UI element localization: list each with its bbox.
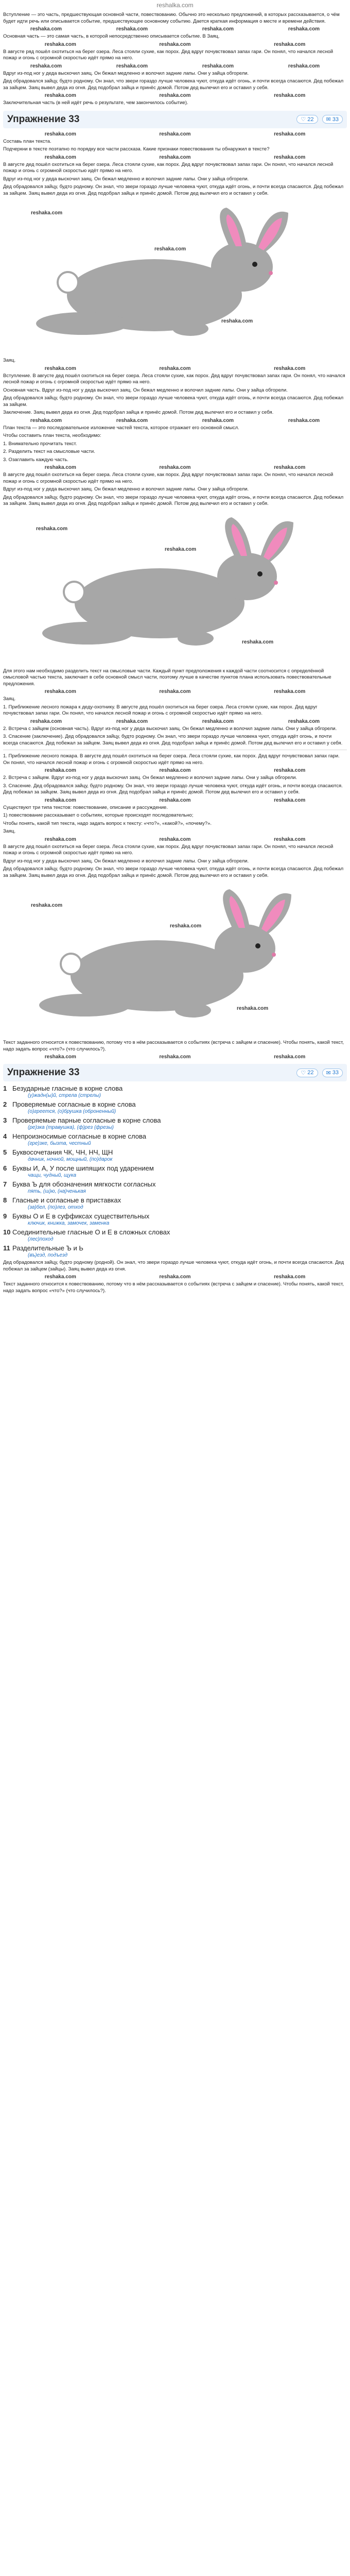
paragraph: Заключение. Заяц вывел деда из огня. Дед подобрал зайца и принёс домой. Потом дед вылечил его и оставил у себя. bbox=[3, 410, 274, 415]
list-item bbox=[3, 1132, 347, 1146]
exercise-header bbox=[3, 111, 347, 128]
paragraph: 3. Спасение. Дед обрадовался зайцу, будто родному. Он знал, что звери гораздо лучше человека чуют, откуда идёт огонь, и почти всегда спасаются. Дед побежал за зайцем. Заяц вывел деда из огня. Дед подобрал зайца и принёс домой. Потом дед вылечил его и оставил у себя. bbox=[3, 783, 343, 795]
orthogram-label: Безударные гласные в корне слова bbox=[12, 1084, 123, 1092]
orthogram-number: 10 bbox=[3, 1228, 11, 1236]
comment-icon: ✉ bbox=[326, 1070, 331, 1076]
watermark: reshaka.com bbox=[288, 63, 320, 69]
watermark: reshaka.com bbox=[159, 93, 191, 98]
watermark: reshaka.com bbox=[274, 365, 306, 371]
site-header[interactable]: reshalka.com bbox=[156, 2, 194, 9]
paragraph: В августе ряд пошёл охотиться на берег озера. Леса стояли сухие, как порох. Дед вдруг почувствовал запах гари. Он понял, что начался лесной пожар и огонь с огромной скоростью идёт прямо на него. bbox=[3, 48, 334, 61]
watermark: reshaka.com bbox=[44, 689, 76, 694]
orthogram-title bbox=[3, 1244, 347, 1252]
list-item bbox=[3, 1164, 347, 1178]
watermark: reshaka.com bbox=[44, 465, 76, 470]
watermark: reshaka.com bbox=[159, 689, 191, 694]
watermark-row bbox=[3, 768, 347, 773]
list-item bbox=[3, 1196, 347, 1210]
orthogram-title bbox=[3, 1212, 347, 1220]
paragraph: Заключительная часть (в ней идёт речь о результате, чем закончилось событие). bbox=[3, 100, 188, 106]
watermark-row bbox=[3, 1054, 347, 1060]
paragraph: Текст заданного относится к повествованию, потому что в нём рассказывается о событиях (встреча с зайцем и спасение). Чтобы понять, какой текст, надо задать вопрос «что?» (что случилось?). bbox=[3, 1040, 344, 1052]
orthogram-words: (о)греется, (о)брушка (оброненный) bbox=[28, 1109, 116, 1114]
paragraph: 1. Приближение лесного пожара. В августе дед пошёл охотиться на берег озера. Леса стояли сухие, как порох. Дед вдруг почувствовал запах гари. Он понял, что начался лесной пожар и огонь с огромной скоростью идёт прямо на него. bbox=[3, 753, 340, 766]
paragraph: Составь план текста. bbox=[3, 138, 51, 144]
watermark: reshaka.com bbox=[44, 1054, 76, 1060]
orthogram-label: Буквы О и Е в суффиксах существительных bbox=[12, 1212, 150, 1220]
orthogram-number: 2 bbox=[3, 1100, 7, 1108]
orthogram-title bbox=[3, 1148, 347, 1156]
like-count: 22 bbox=[307, 116, 314, 123]
list-item bbox=[3, 1148, 347, 1162]
orthogram-words: пять, (ш)ю, (на)ченькая bbox=[28, 1189, 86, 1194]
watermark-row bbox=[3, 42, 347, 47]
paragraph: Чтобы составить план текста, необходимо: bbox=[3, 433, 101, 438]
watermark: reshaka.com bbox=[242, 639, 274, 645]
rabbit-illustration bbox=[0, 882, 350, 1037]
watermark: reshaka.com bbox=[30, 63, 62, 69]
orthogram-label: Буквы И, А, У после шипящих под ударением bbox=[12, 1164, 154, 1172]
rabbit-icon bbox=[21, 887, 329, 1031]
orthogram-words: ключик, книжка, замочек, заменка bbox=[28, 1221, 110, 1226]
paragraph: Дед обрадовался зайцу, будто родному. Он знал, что звери гораздо лучше человека чуют, откуда идёт огонь, и почти всегда спасаются. Дед побежал за зайцем. Заяц вывел деда из огня. Дед подобрал зайца и принёс домой. Потом дед вылечил его и оставил у себя. bbox=[3, 78, 344, 91]
orthogram-label: Проверяемые согласные в корне слова bbox=[12, 1100, 136, 1108]
watermark: reshaka.com bbox=[36, 526, 68, 532]
exercise-title: Упражнение 33 bbox=[7, 113, 80, 125]
orthogram-title bbox=[3, 1196, 347, 1204]
orthogram-number: 1 bbox=[3, 1084, 7, 1092]
paragraph: Вступление — это часть, предшествующая основной части, повествованию. Обычно это несколько предложений, в которых рассказывается, о чём будет идти речь или описывается событие, предшествующее основному событию. Дается краткая информация о месте и времени действия. bbox=[3, 12, 340, 24]
orthogram-number: 6 bbox=[3, 1164, 7, 1172]
watermark: reshaka.com bbox=[288, 26, 320, 32]
list-item bbox=[3, 1212, 347, 1226]
paragraph: 1) повествование рассказывает о событиях, которые происходят последовательно; bbox=[3, 812, 194, 818]
paragraph: Основная часть. Вдруг из-под ног у деда выскочил заяц. Он бежал медленно и волочил задние лапы. Они у зайца обгорели. bbox=[3, 387, 288, 393]
like-count: 22 bbox=[307, 1070, 314, 1076]
watermark: reshaka.com bbox=[116, 718, 148, 724]
paragraph: В августе дед пошёл охотиться на берег озера. Леса стояли сухие, как порох. Дед вдруг почувствовал запах гари. Он понял, что начался лесной пожар и огонь с огромной скоростью идёт прямо на него. bbox=[3, 161, 334, 174]
orthogram-title bbox=[3, 1164, 347, 1172]
watermark-row bbox=[3, 719, 347, 724]
orthogram-label: Непроизносимые согласные в корне слова bbox=[12, 1132, 146, 1140]
watermark: reshaka.com bbox=[44, 365, 76, 371]
paragraph: Подчеркни в тексте поэтапно по порядку все части рассказа. Какие признаки повествования ты обнаружил в тексте? bbox=[3, 146, 270, 152]
watermark: reshaka.com bbox=[202, 26, 234, 32]
orthogram-label: Соединительные гласные О и Е в сложных словах bbox=[12, 1228, 170, 1236]
paragraph: 3. Озаглавить каждую часть. bbox=[3, 456, 68, 463]
watermark: reshaka.com bbox=[116, 63, 148, 69]
paragraph: 1. Внимательно прочитать текст. bbox=[3, 440, 77, 447]
orthogram-title bbox=[3, 1084, 347, 1092]
heart-icon: ♡ bbox=[301, 1070, 306, 1076]
watermark: reshaka.com bbox=[202, 718, 234, 724]
orthogram-words: (лес)поход bbox=[28, 1236, 54, 1242]
watermark-row bbox=[3, 689, 347, 694]
paragraph: Дед обрадовался зайцу, будто родному. Он знал, что звери гораздо лучше человека чуют, откуда идёт огонь, и почти всегда спасаются. Дед побежал за зайцем. bbox=[3, 395, 344, 408]
watermark-row bbox=[3, 798, 347, 803]
watermark: reshaka.com bbox=[274, 93, 306, 98]
watermark: reshaka.com bbox=[274, 1054, 306, 1060]
watermark: reshaka.com bbox=[288, 417, 320, 423]
exercise-tools bbox=[296, 115, 343, 124]
orthogram-number: 7 bbox=[3, 1180, 7, 1188]
orthogram-label: Разделительные Ъ и Ь bbox=[12, 1244, 83, 1252]
watermark: reshaka.com bbox=[44, 1274, 76, 1280]
paragraph: 1. Приближение лесного пожара к деду-охотнику. В августе дед пошёл охотиться на берег озера. Леса стояли сухие, как порох. Дед вдруг почувствовал запах гари. Он понял, что начался лесной пожар и огонь с огромной скоростью идёт прямо на него. bbox=[3, 704, 318, 716]
watermark: reshaka.com bbox=[159, 1274, 191, 1280]
watermark: reshaka.com bbox=[44, 131, 76, 137]
orthogram-title bbox=[3, 1180, 347, 1188]
watermark: reshaka.com bbox=[202, 63, 234, 69]
orthogram-title bbox=[3, 1100, 347, 1108]
plan-section bbox=[0, 668, 350, 879]
paragraph: Дед обрадовался зайцу, будто родному (родной). Он знал, что звери гораздо лучше человека чуют, откуда идёт огонь, и почти всегда спасаются. Дед побежал за зайцем (зайцы). Заяц вывел деда из огня. bbox=[3, 1260, 344, 1272]
list-item bbox=[3, 1116, 347, 1130]
paragraph: Дед обрадовался зайцу, будто родному. Он знал, что звери гораздо лучше человека чуют, откуда идёт огонь, и почти всегда спасаются. Дед побежал за зайцем. Заяц вывел деда из огня. Дед подобрал зайца и принёс домой. Потом дед вылечил его и оставил у себя. bbox=[3, 494, 344, 506]
lower-section bbox=[0, 358, 350, 507]
comment-button[interactable] bbox=[322, 1069, 343, 1077]
watermark: reshaka.com bbox=[274, 1274, 306, 1280]
orthogram-words: (въ)езд, подъезд bbox=[28, 1252, 68, 1258]
watermark: reshaka.com bbox=[44, 154, 76, 160]
watermark: reshaka.com bbox=[237, 1006, 269, 1011]
orthogram-number: 3 bbox=[3, 1116, 7, 1124]
orthogram-title bbox=[3, 1228, 347, 1236]
watermark: reshaka.com bbox=[159, 131, 191, 137]
watermark-row bbox=[3, 131, 347, 137]
orthogram-label: Буква Ъ для обозначения мягкости согласных bbox=[12, 1180, 156, 1188]
watermark: reshaka.com bbox=[116, 26, 148, 32]
watermark: reshaka.com bbox=[30, 26, 62, 32]
list-item bbox=[3, 1228, 347, 1242]
comment-button[interactable] bbox=[322, 115, 343, 124]
paragraph: Дед обрадовался зайцу, будто родному. Он знал, что звери гораздо лучше человека чуют, откуда идёт огонь, и почти всегда спасаются. Дед побежал за зайцем. Заяц вывел деда из огня. Дед подобрал зайца и принёс домой. Потом дед вылечил его и оставил у себя. bbox=[3, 866, 344, 878]
orthogram-number: 4 bbox=[3, 1132, 7, 1140]
watermark: reshaka.com bbox=[44, 41, 76, 47]
watermark: reshaka.com bbox=[274, 797, 306, 803]
watermark: reshaka.com bbox=[159, 768, 191, 773]
watermark: reshaka.com bbox=[159, 41, 191, 47]
paragraph: В августе дед пошёл охотиться на берег озера. Леса стояли сухие, как порох. Дед вдруг почувствовал запах гари. Он понял, что начался лесной пожар и огонь с огромной скоростью идёт прямо на него. bbox=[3, 843, 334, 856]
paragraph: Заяц. bbox=[3, 828, 16, 834]
paragraph: В августе дед пошёл охотиться на берег озера. Леса стояли сухие, как порох. Дед вдруг почувствовал запах гари. Он понял, что начался лесной пожар и огонь с огромной скоростью идёт прямо на него. bbox=[3, 472, 334, 484]
watermark: reshaka.com bbox=[44, 797, 76, 803]
rabbit-icon bbox=[21, 205, 329, 349]
watermark: reshaka.com bbox=[170, 923, 202, 929]
watermark: reshaka.com bbox=[202, 417, 234, 423]
like-button[interactable] bbox=[296, 1069, 318, 1077]
rabbit-illustration bbox=[0, 200, 350, 354]
comment-count: 33 bbox=[332, 1070, 339, 1076]
orthogram-title bbox=[3, 1132, 347, 1140]
watermark: reshaka.com bbox=[44, 768, 76, 773]
paragraph: Чтобы понять, какой тип текста, надо задать вопрос к тексту: «что?», «какой?», «почему?». bbox=[3, 820, 212, 826]
list-item bbox=[3, 1100, 347, 1114]
watermark: reshaka.com bbox=[44, 93, 76, 98]
like-button[interactable] bbox=[296, 115, 318, 124]
paragraph: Текст заданного относится к повествованию, потому что в нём рассказывается о событиях (встреча с зайцем и спасение). Чтобы понять, какой текст, надо задать вопрос «что?» (что случилось?). bbox=[3, 1281, 344, 1294]
orthogram-number: 9 bbox=[3, 1212, 7, 1220]
watermark: reshaka.com bbox=[274, 154, 306, 160]
orthogram-words: (гре)зке, бызта, честный bbox=[28, 1141, 91, 1146]
watermark: reshaka.com bbox=[159, 154, 191, 160]
list-item bbox=[3, 1244, 347, 1258]
watermark: reshaka.com bbox=[116, 417, 148, 423]
watermark: reshaka.com bbox=[165, 546, 197, 552]
orthogram-number: 5 bbox=[3, 1148, 7, 1156]
watermark-row bbox=[3, 26, 347, 32]
rabbit-illustration bbox=[0, 511, 350, 665]
exercise-header bbox=[3, 1064, 347, 1081]
paragraph: Заяц. bbox=[3, 696, 16, 702]
watermark: reshaka.com bbox=[274, 689, 306, 694]
orthogram-words: (за)бел, (по)лез, отход bbox=[28, 1205, 83, 1210]
watermark: reshaka.com bbox=[221, 318, 253, 324]
watermark-row bbox=[3, 465, 347, 470]
top-section bbox=[0, 12, 350, 197]
paragraph: Вдруг из-под ног у деда выскочил заяц. Он бежал медленно и волочил задние лапы. Они у зайца обгорели. bbox=[3, 486, 249, 492]
watermark: reshaka.com bbox=[30, 417, 62, 423]
watermark-row bbox=[3, 366, 347, 371]
comment-icon: ✉ bbox=[326, 116, 331, 123]
watermark-row bbox=[3, 418, 347, 423]
answer-section bbox=[0, 1040, 350, 1294]
watermark: reshaka.com bbox=[159, 836, 191, 842]
watermark: reshaka.com bbox=[159, 797, 191, 803]
watermark-row bbox=[3, 837, 347, 842]
paragraph: Вдруг из-под ног у деда выскочил заяц. Он бежал медленно и волочил задние лапы. Они у зайца обгорели. bbox=[3, 176, 249, 182]
paragraph: 2. Разделить текст на смысловые части. bbox=[3, 449, 95, 454]
paragraph: Заяц. bbox=[3, 358, 16, 363]
watermark: reshaka.com bbox=[288, 718, 320, 724]
paragraph: Для этого нам необходимо разделить текст на смысловые части. Каждый пункт предположения к каждой части соотносится с определённой смысловой частью текста, заключает в себе основной смысл части, поэтому лучше в качестве пунктов плана использовать повествовательные предложения. bbox=[3, 668, 331, 687]
watermark: reshaka.com bbox=[159, 365, 191, 371]
watermark: reshaka.com bbox=[154, 246, 186, 252]
watermark-row bbox=[3, 155, 347, 160]
paragraph: Дед обрадовался зайцу, будто родному. Он знал, что звери гораздо лучше человека чуют, откуда идёт огонь, и почти всегда спасаются. Дед побежал за зайцем. Заяц вывел деда из огня. Дед подобрал зайца и принёс домой. Потом дед вылечил его и оставил у себя. bbox=[3, 184, 344, 196]
watermark-row bbox=[3, 93, 347, 98]
watermark: reshaka.com bbox=[274, 465, 306, 470]
watermark: reshaka.com bbox=[274, 836, 306, 842]
orthogram-title bbox=[3, 1116, 347, 1124]
orthogram-words: (ре)зка (травушка), (ф)рез (фрезы) bbox=[28, 1125, 114, 1130]
watermark-row bbox=[3, 63, 347, 69]
orthogram-label: Проверяемые парные согласные в корне слова bbox=[12, 1116, 161, 1124]
list-item bbox=[3, 1180, 347, 1194]
orthogram-label: Буквосочетания ЧК, ЧН, НЧ, ЩН bbox=[12, 1148, 113, 1156]
paragraph: Вдруг из-под ног у деда выскочил заяц. Он бежал медленно и волочил задние лапы. Они у зайца обгорели. bbox=[3, 858, 249, 864]
paragraph: План текста — это последовательное изложение частей текста, которое отражает его основной смысл. bbox=[3, 425, 239, 431]
exercise-title: Упражнение 33 bbox=[7, 1067, 80, 1078]
paragraph: 3. Спасение (заключение). Дед обрадовался зайцу, будто родному. Он знал, что звери гораздо лучше человека чуют, откуда идёт огонь, и почти всегда спасаются. Дед побежал за зайцем. Заяц вывел деда из огня. Дед подобрал зайца и принёс домой. Потом дед вылечил его и оставил у себя. bbox=[3, 734, 343, 746]
watermark: reshaka.com bbox=[274, 131, 306, 137]
watermark: reshaka.com bbox=[44, 836, 76, 842]
paragraph: 2. Встреча с зайцем (основная часть). Вдруг из-под ног у деда выскочил заяц. Он бежал медленно и волочил задние лапы. Они у зайца обгорели. bbox=[3, 725, 337, 732]
rabbit-icon bbox=[21, 516, 329, 660]
watermark: reshaka.com bbox=[159, 1054, 191, 1060]
orthogram-label: Гласные и согласные в приставках bbox=[12, 1196, 121, 1204]
orthogram-words: дачник, ночной, мощный, (по)дарок bbox=[28, 1157, 113, 1162]
heart-icon: ♡ bbox=[301, 116, 306, 123]
orthogram-number: 11 bbox=[3, 1244, 10, 1252]
watermark: reshaka.com bbox=[159, 465, 191, 470]
watermark: reshaka.com bbox=[31, 210, 63, 216]
watermark: reshaka.com bbox=[274, 41, 306, 47]
watermark-row bbox=[3, 1274, 347, 1280]
paragraph: Вступление. В августе дед пошёл охотиться на берег озера. Леса стояли сухие, как порох. Дед вдруг почувствовал запах гари. Он понял, что начался лесной пожар и огонь с огромной скоростью идёт прямо на него. bbox=[3, 372, 345, 385]
list-item bbox=[3, 1084, 347, 1098]
orthogram-words: (у)жадн(ы)й, стрела (стрелы) bbox=[28, 1093, 101, 1098]
comment-count: 33 bbox=[332, 116, 339, 123]
exercise-tools bbox=[296, 1069, 343, 1077]
orthogram-number: 8 bbox=[3, 1196, 7, 1204]
paragraph: Основная часть — это самая часть, в которой непосредственно описывается событие. В Заяц. bbox=[3, 33, 220, 39]
watermark: reshaka.com bbox=[274, 768, 306, 773]
watermark: reshaka.com bbox=[31, 903, 63, 908]
watermark: reshaka.com bbox=[30, 718, 62, 724]
orthogram-words: чащи, чудный, щука bbox=[28, 1173, 77, 1178]
paragraph: Существуют три типа текстов: повествование, описание и рассуждение. bbox=[3, 804, 168, 810]
paragraph: 2. Встреча с зайцем. Вдруг из-под ног у деда выскочил заяц. Он бежал медленно и волочил задние лапы. Они у зайца обгорели. bbox=[3, 775, 297, 781]
orthogram-list bbox=[3, 1084, 347, 1258]
paragraph: Вдруг из-под ног у деда выскочил заяц. Он бежал медленно и волочил задние лапы. Они у зайца обгорели. bbox=[3, 70, 249, 76]
